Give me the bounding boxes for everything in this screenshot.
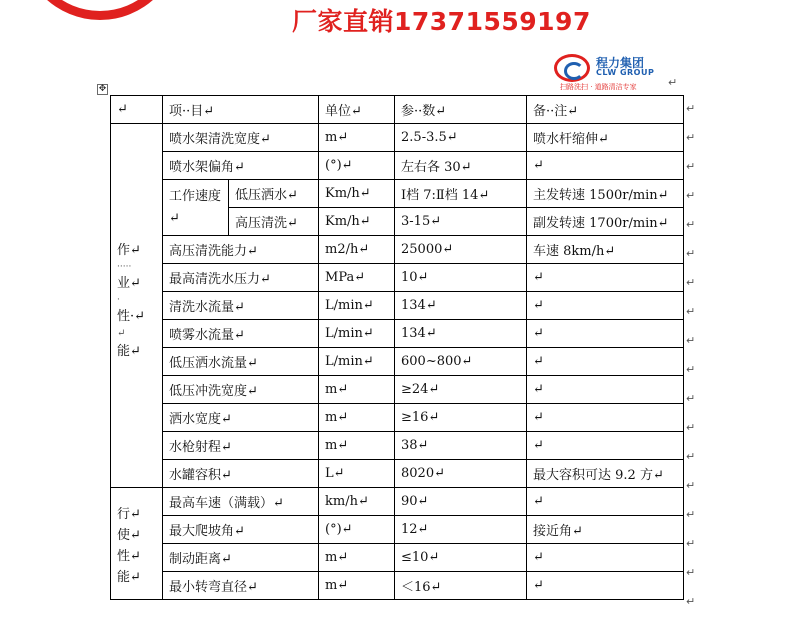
row-unit: MPa↵ xyxy=(319,264,395,292)
header-param: 参··数↵ xyxy=(395,96,527,124)
table-row xyxy=(111,320,684,348)
row-param: 134↵ xyxy=(395,320,527,348)
paragraph-mark: ↵ xyxy=(668,76,678,89)
row-note: 接近角↵ xyxy=(527,516,684,544)
row-unit: L/min↵ xyxy=(319,320,395,348)
row-unit: km/h↵ xyxy=(319,488,395,516)
row-unit: m↵ xyxy=(319,544,395,572)
row-end-mark: ↵ xyxy=(686,305,696,318)
row-param: 90↵ xyxy=(395,488,527,516)
row-unit: (°)↵ xyxy=(319,516,395,544)
row-unit: L↵ xyxy=(319,460,395,488)
row-item: 最高车速（满载）↵ xyxy=(163,488,319,516)
logo-name-en: CLW GROUP xyxy=(596,68,655,77)
row-param: Ⅰ档 7:Ⅱ档 14↵ xyxy=(395,180,527,208)
table-row xyxy=(111,404,684,432)
row-param: 600~800↵ xyxy=(395,348,527,376)
row-item: 低压冲洗宽度↵ xyxy=(163,376,319,404)
clw-group-logo xyxy=(554,52,664,90)
row-item: 清洗水流量↵ xyxy=(163,292,319,320)
row-param: 38↵ xyxy=(395,432,527,460)
logo-tagline: 扫路洗扫 · 道路清洁专家 xyxy=(560,83,637,91)
row-note: ↵ xyxy=(527,404,684,432)
row-unit: m↵ xyxy=(319,432,395,460)
sales-phone-banner: 厂家直销17371559197 xyxy=(292,7,591,36)
spec-table xyxy=(110,95,684,600)
row-end-mark: ↵ xyxy=(686,450,696,463)
table-row xyxy=(111,432,684,460)
row-param: ≤10↵ xyxy=(395,544,527,572)
row-note: 最大容积可达 9.2 方↵ xyxy=(527,460,684,488)
row-param: 134↵ xyxy=(395,292,527,320)
row-param: 12↵ xyxy=(395,516,527,544)
table-row xyxy=(111,376,684,404)
row-unit: Km/h↵ xyxy=(319,208,395,236)
row-end-mark: ↵ xyxy=(686,392,696,405)
row-end-mark: ↵ xyxy=(686,218,696,231)
header-note: 备··注↵ xyxy=(527,96,684,124)
table-row xyxy=(111,292,684,320)
row-note: ↵ xyxy=(527,292,684,320)
row-param: 左右各 30↵ xyxy=(395,152,527,180)
row-item: 喷雾水流量↵ xyxy=(163,320,319,348)
table-row xyxy=(111,152,684,180)
logo-name-cn: 程力集团 xyxy=(596,56,645,70)
header-unit: 单位↵ xyxy=(319,96,395,124)
row-param: ≥24↵ xyxy=(395,376,527,404)
category-driving-performance: 行↵ 使↵ 性↵ 能↵ xyxy=(111,488,163,600)
table-row xyxy=(111,124,684,152)
row-unit: m↵ xyxy=(319,124,395,152)
row-item: 高压清洗能力↵ xyxy=(163,236,319,264)
row-unit: m↵ xyxy=(319,376,395,404)
row-note: ↵ xyxy=(527,376,684,404)
row-end-mark: ↵ xyxy=(686,102,696,115)
row-item: 水枪射程↵ xyxy=(163,432,319,460)
row-unit: (°)↵ xyxy=(319,152,395,180)
table-row xyxy=(111,572,684,600)
row-unit: m↵ xyxy=(319,572,395,600)
row-note: ↵ xyxy=(527,320,684,348)
category-work-performance: 作↵ ····· 业↵ · 性·↵ ↵ 能↵ xyxy=(111,124,163,488)
row-note: 车速 8km/h↵ xyxy=(527,236,684,264)
row-note: ↵ xyxy=(527,544,684,572)
table-row xyxy=(111,460,684,488)
row-param: ＜16↵ xyxy=(395,572,527,600)
row-end-mark: ↵ xyxy=(686,160,696,173)
row-note: 主发转速 1500r/min↵ xyxy=(527,180,684,208)
row-param: 25000↵ xyxy=(395,236,527,264)
row-end-mark: ↵ xyxy=(686,566,696,579)
table-header-row xyxy=(111,96,684,124)
row-item-working-speed: 工作速度↵ xyxy=(163,180,229,236)
row-note: ↵ xyxy=(527,348,684,376)
row-note: ↵ xyxy=(527,264,684,292)
row-note: ↵ xyxy=(527,432,684,460)
row-unit: L/min↵ xyxy=(319,348,395,376)
row-end-mark: ↵ xyxy=(686,595,696,608)
row-item: 喷水架清洗宽度↵ xyxy=(163,124,319,152)
table-row xyxy=(111,264,684,292)
row-unit: m2/h↵ xyxy=(319,236,395,264)
row-end-mark: ↵ xyxy=(686,421,696,434)
table-row xyxy=(111,544,684,572)
row-end-mark: ↵ xyxy=(686,508,696,521)
row-end-mark: ↵ xyxy=(686,363,696,376)
row-end-mark: ↵ xyxy=(686,334,696,347)
row-note: 副发转速 1700r/min↵ xyxy=(527,208,684,236)
row-item: 水罐容积↵ xyxy=(163,460,319,488)
row-param: 8020↵ xyxy=(395,460,527,488)
row-end-mark: ↵ xyxy=(686,247,696,260)
row-subitem: 高压清洗↵ xyxy=(229,208,319,236)
row-end-mark: ↵ xyxy=(686,479,696,492)
row-end-mark: ↵ xyxy=(686,131,696,144)
row-item: 喷水架偏角↵ xyxy=(163,152,319,180)
row-end-mark: ↵ xyxy=(686,276,696,289)
row-note: 喷水杆缩伸↵ xyxy=(527,124,684,152)
table-row xyxy=(111,516,684,544)
row-note: ↵ xyxy=(527,152,684,180)
row-unit: m↵ xyxy=(319,404,395,432)
table-row xyxy=(111,348,684,376)
row-param: ≥16↵ xyxy=(395,404,527,432)
header-blank: ↵ xyxy=(111,96,163,124)
table-move-handle-icon[interactable]: ✥ xyxy=(98,84,107,94)
table-row xyxy=(111,236,684,264)
row-param: 3-15↵ xyxy=(395,208,527,236)
row-param: 2.5-3.5↵ xyxy=(395,124,527,152)
clw-logo-icon xyxy=(554,54,590,82)
row-item: 低压洒水流量↵ xyxy=(163,348,319,376)
row-end-mark: ↵ xyxy=(686,189,696,202)
row-note: ↵ xyxy=(527,488,684,516)
row-param: 10↵ xyxy=(395,264,527,292)
row-item: 洒水宽度↵ xyxy=(163,404,319,432)
header-item: 项··目↵ xyxy=(163,96,319,124)
table-row xyxy=(111,180,684,208)
red-logo-arc xyxy=(20,0,180,20)
row-item: 最大爬坡角↵ xyxy=(163,516,319,544)
row-item: 最小转弯直径↵ xyxy=(163,572,319,600)
row-note: ↵ xyxy=(527,572,684,600)
row-item: 最高清洗水压力↵ xyxy=(163,264,319,292)
row-item: 制动距离↵ xyxy=(163,544,319,572)
row-end-mark: ↵ xyxy=(686,537,696,550)
row-unit: Km/h↵ xyxy=(319,180,395,208)
row-unit: L/min↵ xyxy=(319,292,395,320)
row-subitem: 低压洒水↵ xyxy=(229,180,319,208)
table-row xyxy=(111,488,684,516)
